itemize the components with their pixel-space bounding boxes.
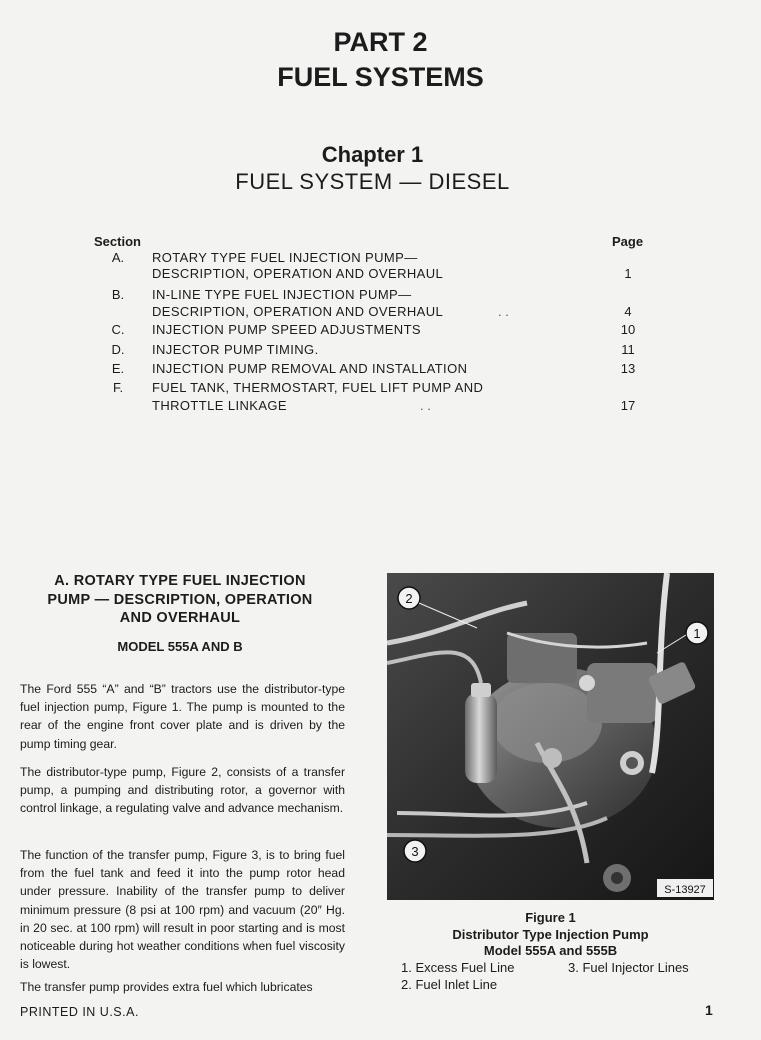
- toc-letter: F.: [112, 380, 124, 395]
- toc-title: IN-LINE TYPE FUEL INJECTION PUMP—: [152, 287, 412, 302]
- chapter-title: FUEL SYSTEM — DIESEL: [235, 169, 510, 194]
- toc-title: FUEL TANK, THERMOSTART, FUEL LIFT PUMP AND: [152, 380, 484, 395]
- photo-illustration: [387, 573, 714, 900]
- toc-title: ROTARY TYPE FUEL INJECTION PUMP—: [152, 250, 418, 265]
- section-subheading: MODEL 555A AND B: [117, 639, 243, 654]
- section-heading-line: PUMP — DESCRIPTION, OPERATION: [47, 591, 313, 608]
- toc-letter: B.: [111, 287, 125, 302]
- toc-page-number: 13: [620, 361, 636, 376]
- callout-number: 3: [411, 844, 419, 859]
- printed-notice: PRINTED IN U.S.A.: [20, 1005, 139, 1019]
- body-paragraph: The transfer pump provides extra fuel which lubricates: [20, 980, 313, 994]
- figure-label: Figure 1: [525, 910, 576, 925]
- callout-number: 2: [405, 591, 413, 606]
- figure-caption: Model 555A and 555B: [483, 943, 618, 958]
- toc-title: DESCRIPTION, OPERATION AND OVERHAUL: [152, 266, 444, 281]
- chapter-number: Chapter 1: [321, 142, 424, 167]
- figure-caption: Distributor Type Injection Pump: [452, 927, 649, 942]
- toc-title: INJECTOR PUMP TIMING.: [152, 342, 319, 357]
- callout-3: [404, 840, 426, 862]
- toc-page-number: 10: [620, 322, 636, 337]
- toc-title: INJECTION PUMP REMOVAL AND INSTALLATION: [152, 361, 468, 376]
- figure-code: S-13927: [664, 884, 706, 896]
- toc-title: DESCRIPTION, OPERATION AND OVERHAUL: [152, 304, 444, 319]
- part-title: FUEL SYSTEMS: [277, 62, 484, 92]
- figure-legend-item: 3. Fuel Injector Lines: [568, 960, 689, 975]
- section-heading-line: AND OVERHAUL: [119, 610, 241, 626]
- page-number: 1: [705, 1002, 713, 1018]
- section-heading-line: A. ROTARY TYPE FUEL INJECTION: [54, 573, 306, 589]
- callout-number: 1: [693, 626, 701, 641]
- injection-pump-photo: [387, 573, 714, 900]
- body-paragraph: The distributor-type pump, Figure 2, consists of a transfer pump, a pumping and distributing rotor, a governor with control linkage, a regulating valve and advance mechanism.: [20, 765, 345, 816]
- figure-legend-item: 1. Excess Fuel Line: [401, 960, 515, 975]
- toc-leader-dots: . .: [420, 398, 431, 413]
- toc-letter: C.: [111, 322, 125, 337]
- toc-letter: D.: [111, 342, 125, 357]
- toc-page-number: 4: [624, 304, 632, 319]
- toc-title: INJECTION PUMP SPEED ADJUSTMENTS: [152, 322, 421, 337]
- toc-page-number: 17: [620, 398, 636, 413]
- body-paragraph: The function of the transfer pump, Figure 3, is to bring fuel from the fuel tank and feed it into the pump rotor head under pressure. Inability of the transfer pump to deliver minimum pressure (8 psi at 100 rpm) and vacuum (20″ Hg. in 20 sec. at 100 rpm) will result in poor starting and is most noticeable during hot weather conditions when fuel viscosity is lowest.: [20, 848, 345, 972]
- part-number: PART 2: [333, 27, 428, 57]
- toc-leader-dots: . .: [498, 304, 509, 319]
- toc-letter: E.: [111, 361, 125, 376]
- toc-page-number: 1: [624, 266, 632, 281]
- section-heading: [20, 572, 340, 628]
- figure-legend-item: 2. Fuel Inlet Line: [401, 977, 498, 992]
- body-paragraph: The Ford 555 “A” and “B” tractors use the distributor-type fuel injection pump, Figure 1. The pump is mounted to the rear of the engine front cover plate and is driven by the pump timing gear.: [20, 682, 345, 751]
- toc-section-header: Section: [94, 234, 141, 249]
- toc-title: THROTTLE LINKAGE: [152, 398, 287, 413]
- toc-page-number: 11: [621, 342, 635, 357]
- toc-page-header: Page: [612, 234, 644, 249]
- toc-letter: A.: [111, 250, 125, 265]
